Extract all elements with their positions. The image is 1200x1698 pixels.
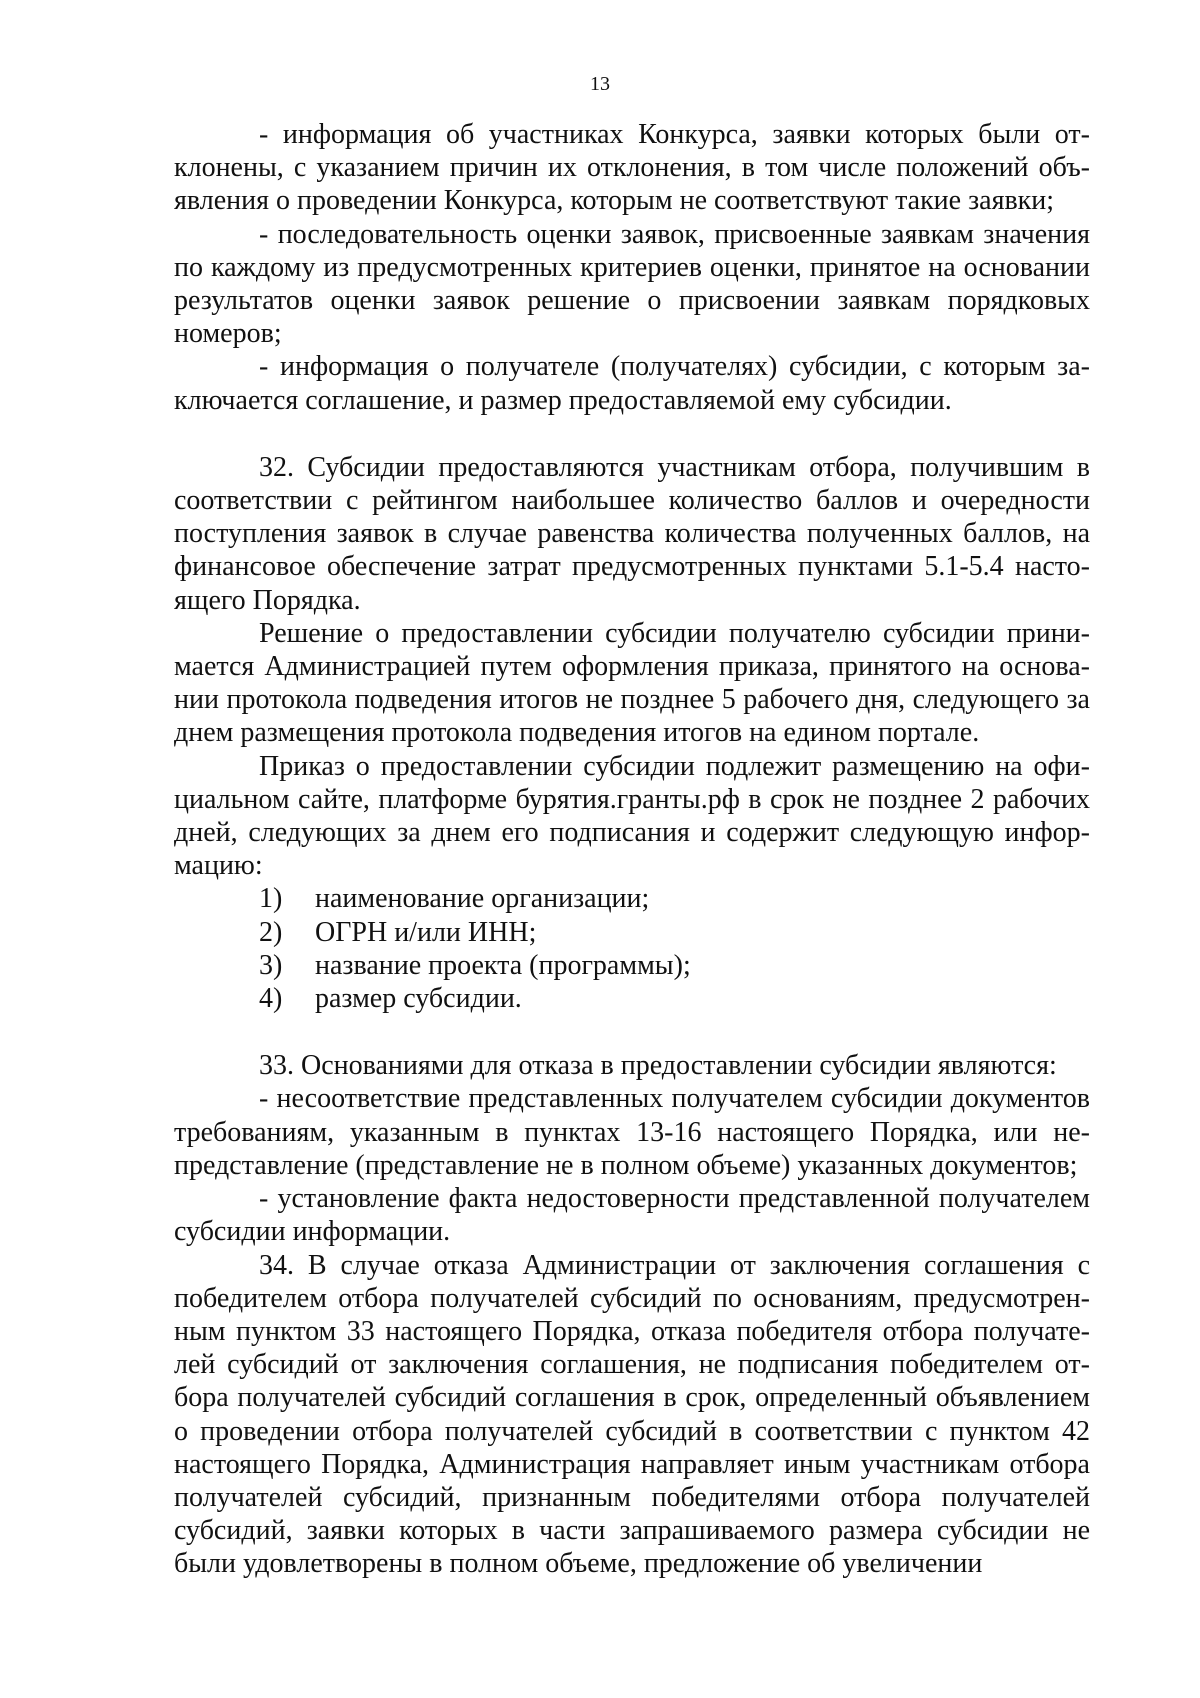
list-item-text: название проекта (программы); xyxy=(315,949,691,981)
clause-33-reason-documents: - несоответствие представленных получателем субсидии документов требованиям, указанным в пунктах 13-16 настоящего Порядка, или непредставление (представление не в полном объеме) указанных документов; xyxy=(174,1083,1090,1181)
paragraph-recipient-info: - информация о получателе (получателях) субсидии, с которым заключается соглашение, и размер предоставляемой ему субсидии. xyxy=(174,351,1090,416)
page-number: 13 xyxy=(590,73,610,95)
clause-33-reason-false-info: - установление факта недостоверности представленной получателем субсидии информации. xyxy=(174,1183,1090,1248)
list-item-number: 1) xyxy=(259,883,283,915)
paragraph-rejected-participants-info: - информация об участниках Конкурса, заявки которых были отклонены, с указанием причин их отклонения, в том числе положений объявления о проведении Конкурса, которым не соответствуют такие заявки; xyxy=(174,119,1090,217)
list-item xyxy=(174,882,1090,915)
list-item xyxy=(174,949,1090,982)
clause-32-text: 32. Субсидии предоставляются участникам отбора, получившим в соответствии с рейтингом наибольшее количество баллов и очередности поступления заявок в случае равенства количества полученных баллов, на финансовое обеспечение затрат предусмотренных пунктами 5.1-5.4 настоящего Порядка. xyxy=(174,451,1090,616)
clause-32-order-paragraph: Приказ о предоставлении субсидии подлежит размещению на официальном сайте, платформе бурятия.гранты.рф в срок не позднее 2 рабочих дней, следующих за днем его подписания и содержит следующую информацию: xyxy=(174,750,1090,882)
list-item-number: 4) xyxy=(259,983,283,1015)
list-item-text: размер субсидии. xyxy=(315,983,522,1015)
section-spacer xyxy=(174,417,1090,451)
list-item xyxy=(174,916,1090,949)
clause-32-decision-paragraph: Решение о предоставлении субсидии получателю субсидии принимается Администрацией путем оформления приказа, принятого на основании протокола подведения итогов не позднее 5 рабочего дня, следующего за днем размещения протокола подведения итогов на едином портале. xyxy=(174,617,1090,749)
document-body xyxy=(174,118,1090,1581)
list-item-text: наименование организации; xyxy=(315,883,650,915)
clause-34-text: 34. В случае отказа Администрации от заключения соглашения с победителем отбора получателей субсидий по основаниям, предусмотренным пунктом 33 настоящего Порядка, отказа победителя отбора получателей субсидий от заключения соглашения, не подписания победителем отбора получателей субсидий соглашения в срок, определенный объявлением о проведении отбора получателей субсидий в соответствии с пунктом 42 настоящего Порядка, Администрация направляет иным участникам отбора получателей субсидий, признанным победителями отбора получателей субсидий, заявки которых в части запрашиваемого размера субсидии не были удовлетворены в полном объеме, предложение об увеличении xyxy=(174,1249,1090,1580)
list-item xyxy=(174,982,1090,1015)
list-item-number: 3) xyxy=(259,949,283,981)
clause-33-text: 33. Основаниями для отказа в предоставлении субсидии являются: xyxy=(259,1050,1057,1082)
paragraph-evaluation-sequence: - последовательность оценки заявок, присвоенные заявкам значения по каждому из предусмотренных критериев оценки, принятое на основании результатов оценки заявок решение о присвоении заявкам порядковых номеров; xyxy=(174,218,1090,350)
section-spacer xyxy=(174,1015,1090,1049)
list-item-text: ОГРН и/или ИНН; xyxy=(315,916,537,948)
list-item-number: 2) xyxy=(259,916,283,948)
